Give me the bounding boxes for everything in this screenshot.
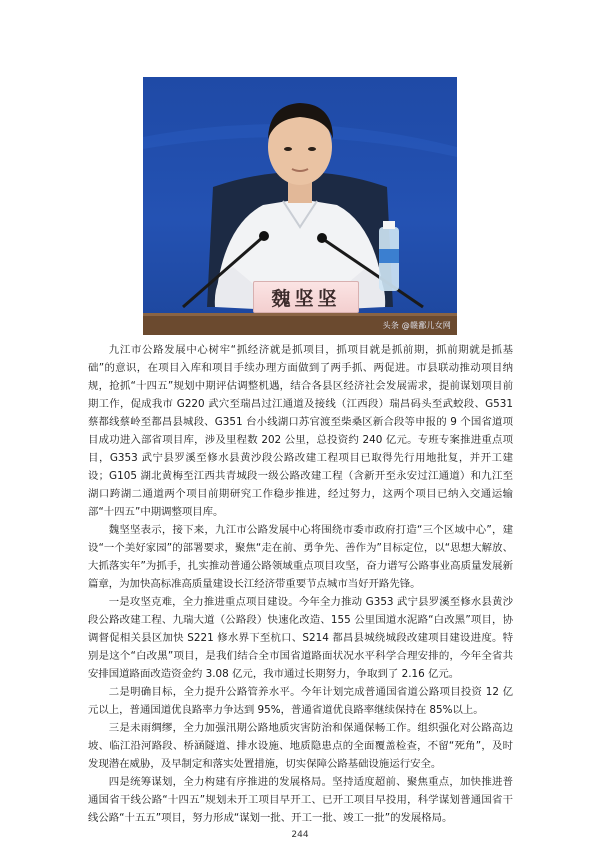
speaker-nameplate: 魏坚坚 <box>253 281 359 313</box>
paragraph-next-steps: 魏坚坚表示，接下来，九江市公路发展中心将围绕市委市政府打造“三个区域中心”，建设“一个美好家园”的部署要求，聚焦“走在前、勇争先、善作为”目标定位，以“思想大解放、大抓落实年”为抓手，扎实推动普通公路领域重点项目攻坚，奋力谱写公路事业高质量发展新篇章，为加快高标准高质量建设长江经济带重要节点城市当好开路先锋。 <box>88 524 513 590</box>
paragraph-task-four: 四是统筹谋划，全力构建有序推进的发展格局。坚持适度超前、聚焦重点，加快推进普通国省干线公路“十四五”规划未开工项目早开工、已开工项目早投用，科学谋划普通国省干线公路“十五五”项目，努力形成“谋划一批、开工一批、竣工一批”的发展格局。 <box>88 776 513 824</box>
page-number: 244 <box>291 830 309 840</box>
paragraph-task-three: 三是未雨绸缪，全力加强汛期公路地质灾害防治和保通保畅工作。组织强化对公路高边坡、临江沿河路段、桥涵隧道、排水设施、地质隐患点的全面覆盖检查，不留“死角”，及时发现潜在威胁，及早制定和落实处置措施，切实保障公路基础设施运行安全。 <box>88 722 513 770</box>
paragraph-project-progress: 九江市公路发展中心树牢“抓经济就是抓项目，抓项目就是抓前期，抓前期就是抓基础”的意识，在项目入库和项目手续办理方面做到了两手抓、两促进。市县联动推动项目纳规，抢抓“十四五”规划中期评估调整机遇，结合各县区经济社会发展需求，提前谋划项目前期工作，促成我市 G220 武穴至瑞昌过江通道及接线（江西段）瑞昌码头至武蛟段、G531 蔡都线蔡岭至都昌县城段、G351 台小线湖口苏官渡至柴桑区新合段等申报的 9 个国省道项目成功进入部省项目库，涉及里程数 202 公里，总投资约 240 亿元。专班专案推进重点项目，G353 武宁县罗溪至修水县黄沙段公路改建工程项目已取得先行用地批复，并开工建设；G105 湖北黄梅至江西共青城段一级公路改建工程（含新开至永安过江通道）和九江至湖口跨湖二通道两个项目前期研究工作稳步推进，经过努力，这两个项目已纳入交通运输部“十四五”中期调整项目库。 <box>88 344 513 518</box>
paragraph-task-two: 二是明确目标，全力提升公路管养水平。今年计划完成普通国省道公路项目投资 12 亿元以上，普通国道优良路率力争达到 95%，普通省道优良路率继续保持在 85%以上。 <box>88 686 513 716</box>
press-conference-photo <box>143 77 457 335</box>
paragraph-task-one: 一是攻坚克难，全力推进重点项目建设。今年全力推动 G353 武宁县罗溪至修水县黄沙段公路改建工程、九瑞大道（公路段）快速化改造、155 公里国道水泥路“白改黑”项目，协调督促相关县区加快 S221 修水界下至杭口、S214 都昌县城绕城段改建项目建设进度。特别是这个“白改黑”项目，是我们结合全市国省道路面状况水平科学合理安排的，今年全省共安排国道路面改造资金约 3.08 亿元，我市通过长期努力，争取到了 2.16 亿元。 <box>88 596 513 680</box>
photo-caption: 头条 @赣鄱儿女网 <box>382 321 451 330</box>
